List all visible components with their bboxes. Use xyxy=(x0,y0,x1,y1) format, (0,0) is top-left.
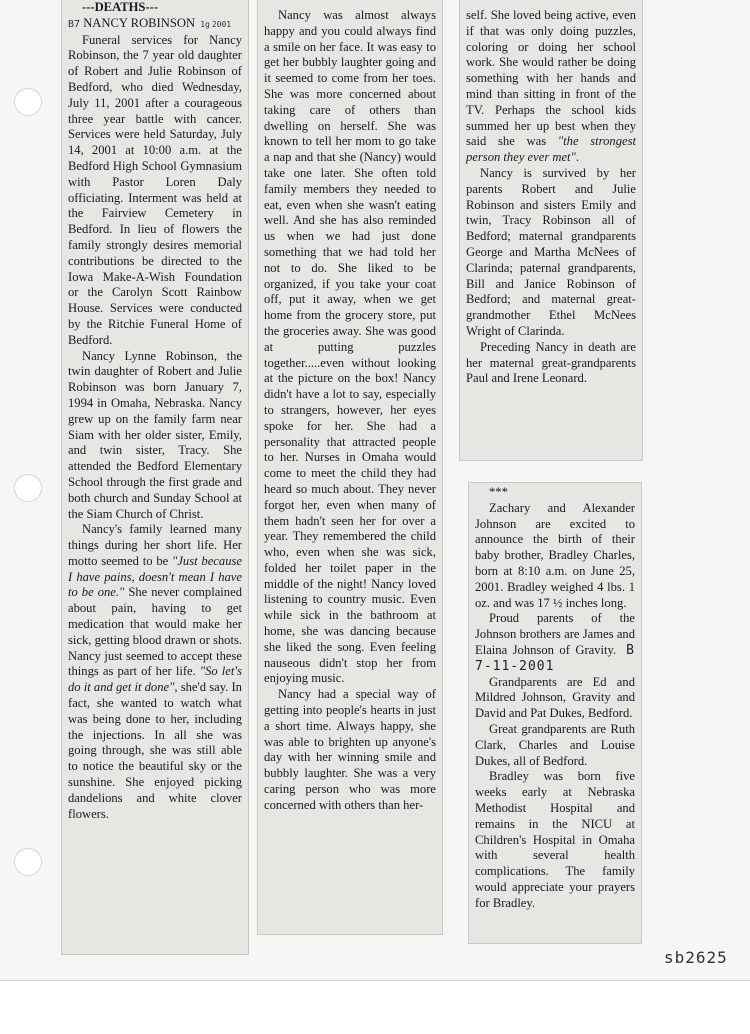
obituary-paragraph: Nancy's family learned many things during her short life. Her motto seemed to be "Just because I have pains, doesn't mean I have to be one." She never complained about pain, having to get medication that would make her sick, getting blood drawn or shots. Nancy just seemed to accept these things as part of her life. "So let's do it and get it done", she'd say. In fact, she wanted to watch what was being done to her, including the injections. In all she was going through, she was still able to notice the beautiful sky or the sunshine. She enjoyed picking dandelions and white clover flowers. xyxy=(68,522,242,821)
obituary-paragraph: Funeral services for Nancy Robinson, the 7 year old daughter of Robert and Julie Robinson of Bedford, who died Wednesday, July 11, 2001 after a courageous three year battle with cancer. Services were held Saturday, July 14, 2001 at 10:00 a.m. at the Bedford High School Gymnasium with Pastor Loren Daly officiating. Interment was held at the Fairview Cemetery in Bedford. In lieu of flowers the family strongly desires memorial contributions be directed to the Iowa Make-A-Wish Foundation or the Carolyn Scott Rainbow House. Services were conducted by the Ritchie Funeral Home of Bedford. xyxy=(68,32,242,347)
obituary-paragraph: Nancy Lynne Robinson, the twin daughter of Robert and Julie Robinson was born January 7, 1994 in Omaha, Nebraska. Nancy grew up on the family farm near Siam with her older sister, Emily, and twin sister, Tracy. She attended the Bedford Elementary School through the first grade and both church and Sunday School at the Siam Church of Christ. xyxy=(68,348,242,521)
obituary-name: NANCY ROBINSON xyxy=(83,15,196,30)
announcement-paragraph: Great grandparents are Ruth Clark, Charles and Louise Dukes, all of Bedford. xyxy=(475,721,635,768)
announcement-paragraph: Proud parents of the Johnson brothers are James and Elaina Johnson of Gravity. B 7-11-2001 xyxy=(475,611,635,674)
obituary-paragraph: self. She loved being active, even if that was only doing puzzles, coloring or doing her school work. She would rather be doing something with her hands and mind than sitting in front of the TV. Perhaps the school kids summed her up best when they said she was "the strongest person they ever met". xyxy=(466,8,636,165)
obituary-clipping: ---DEATHS--- B7 NANCY ROBINSON 1g 2001 Funeral services for Nancy Robinson, the 7 year old daughter of Robert and Julie Robinson of Bedford, who died Wednesday, July 11, 2001 after a courageous three year battle with cancer. Services were held Saturday, July 14, 2001 at 10:00 a.m. at the Bedford High School Gymnasium with Pastor Loren Daly officiating. Interment was held at the Fairview Cemetery in Bedford. In lieu of flowers the family strongly desires memorial contributions be directed to the Iowa Make-A-Wish Foundation or the Carolyn Scott Rainbow House. Services were conducted by the Ritchie Funeral Home of Bedford. Nancy Lynne Robinson, the twin daughter of Robert and Julie Robinson was born January 7, 1994 in Omaha, Nebraska. Nancy grew up on the family farm near Siam with her older sister, Emily, and twin sister, Tracy. She attended the Bedford Elementary School through the first grade and both church and Sunday School at the Siam Church of Christ. Nancy's family learned many things during her short life. Her motto seemed to be "Just because I have pains, doesn't mean I have to be one." She never complained about pain, having to get medication that would make her sick, getting blood drawn or shots. Nancy just seemed to accept these things as part of her life. "So let's do it and get it done", she'd say. In fact, she wanted to watch what was being done to her, including the injections. In all she was going through, she was still able to notice the beautiful sky or the sunshine. She enjoyed picking dandelions and white clover flowers. xyxy=(62,0,248,954)
obituary-paragraph: Preceding Nancy in death are her maternal great-grandparents Paul and Irene Leonard. xyxy=(466,339,636,386)
section-heading: ---DEATHS--- xyxy=(82,0,159,14)
obituary-paragraph: Nancy was almost always happy and you could always find a smile on her face. It was easy to get her bubbly laughter going and it seemed to come from her toes. She was more concerned about taking care of others than dwelling on herself. She was known to tell her mom to go take a nap and that she (Nancy) would take one later. She often told family members they needed to eat, even when she wasn't eating well. And she has also reminded us when we had just done something that we had told her not to do. She liked to be organized, if you take your coat off, put it away, when we get home from the grocery store, put the groceries away. She was good at putting puzzles together.....even without looking at the picture on the box! Nancy didn't have a lot to say, especially to strangers, however, her eyes spoke for her. She had a personality that attracted people to her. Nurses in Omaha would come to meet the child they had heard so much about. They never forgot her, even when many of them hadn't seen her for over a year. They remembered the child who, even when she was sick, folded her toilet paper in the middle of the night! Nancy loved listening to country music. Even while sick in the bathroom at home, she was dancing because she liked the song. Even feeling nauseous didn't stop her from enjoying music. xyxy=(264,8,436,686)
birth-announcement-clipping xyxy=(469,483,641,943)
obituary-paragraph: Nancy had a special way of getting into people's hearts in just a short time. Always happy, she was able to brighten up anyone's day with her winning smile and bubbly laughter. She was a very caring person who was more concerned with others than her- xyxy=(264,687,436,812)
announcement-paragraph: Bradley was born five weeks early at Nebraska Methodist Hospital and remains in the NICU at Children's Hospital in Omaha with several health complications. The family would appreciate your prayers for Bradley. xyxy=(475,769,635,910)
punch-hole xyxy=(14,88,42,116)
scan-margin xyxy=(0,980,750,1034)
obituary-paragraph: Nancy is survived by her parents Robert and Julie Robinson and sisters Emily and twin, Tracy Robinson all of Bedford; maternal grandparents George and Martha McNees of Clarinda; paternal grandparents, Bill and Janice Robinson of Bedford; and maternal great-grandmother Ethel McNees Wright of Clarinda. xyxy=(466,165,636,338)
obituary-continued-clipping xyxy=(258,0,442,934)
obituary-end-clipping xyxy=(460,0,642,460)
archive-number: sb2625 xyxy=(664,948,728,967)
announcement-paragraph: Zachary and Alexander Johnson are excited to announce the birth of their baby brother, Bradley Charles, born at 8:10 a.m. on June 25, 2001. Bradley weighed 4 lbs. 1 oz. and was 17 ½ inches long. xyxy=(475,500,635,610)
punch-hole xyxy=(14,474,42,502)
announcement-paragraph: Grandparents are Ed and Mildred Johnson, Gravity and David and Pat Dukes, Bedford. xyxy=(475,674,635,721)
punch-hole xyxy=(14,848,42,876)
handwritten-date: B 7-11-2001 xyxy=(475,642,635,674)
section-divider: *** xyxy=(489,485,508,499)
handwritten-note: B7 xyxy=(68,18,81,30)
